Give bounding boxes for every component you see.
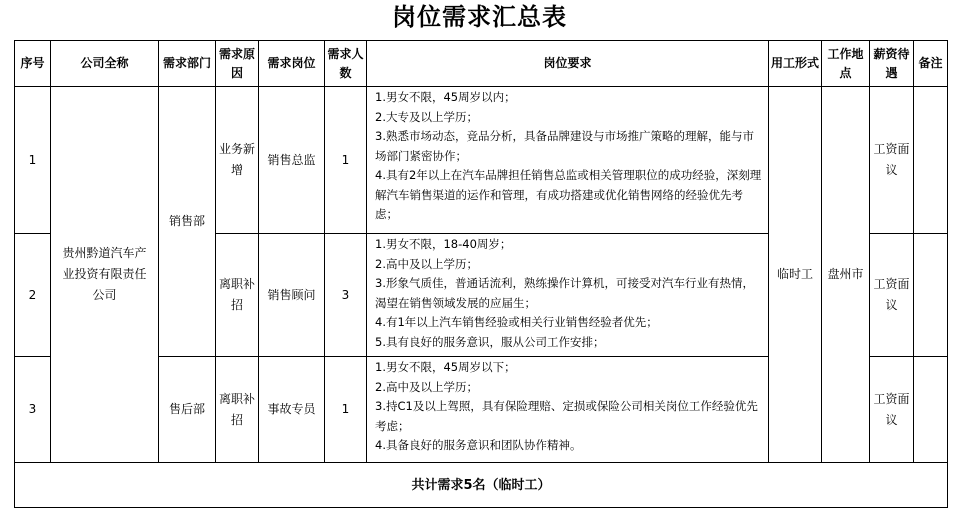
employment-type: 临时工 [769, 87, 822, 463]
requirement-line: 2.高中及以上学历； [375, 256, 478, 271]
requirement-line: 3.形象气质佳，普通话流利，熟练操作计算机，可接受对汽车行业有热情，渴望在销售领域发展的应届生； [375, 276, 754, 310]
row-no: 3 [15, 357, 51, 463]
requirement-line: 4.具有2年以上在汽车品牌担任销售总监或相关管理职位的成功经验，深刻理解汽车销售渠道的运作和管理，有成功搭建或优化销售网络的经验优先考虑； [375, 168, 762, 221]
header-reason: 需求原因 [216, 41, 259, 87]
row-salary: 工资面议 [870, 357, 914, 463]
job-requirements-table [14, 40, 948, 508]
header-position: 需求岗位 [259, 41, 325, 87]
row-no: 2 [15, 234, 51, 357]
header-no: 序号 [15, 41, 51, 87]
company-name: 贵州黔道汽车产业投资有限责任公司 [51, 87, 159, 463]
requirement-line: 3.持C1及以上驾照，具有保险理赔、定损或保险公司相关岗位工作经验优先考虑； [375, 399, 758, 433]
header-remark: 备注 [914, 41, 948, 87]
row-remark [914, 357, 948, 463]
row-salary: 工资面议 [870, 234, 914, 357]
row-salary: 工资面议 [870, 87, 914, 234]
total-summary: 共计需求5名（临时工） [15, 463, 948, 508]
requirement-line: 4.有1年以上汽车销售经验或相关行业销售经验者优先； [375, 315, 658, 329]
header-dept: 需求部门 [159, 41, 216, 87]
row-reason: 离职补招 [216, 234, 259, 357]
requirement-line: 4.具备良好的服务意识和团队协作精神。 [375, 438, 582, 452]
row-reason: 业务新增 [216, 87, 259, 234]
row-no: 1 [15, 87, 51, 234]
row-position: 销售顾问 [259, 234, 325, 357]
work-location: 盘州市 [822, 87, 870, 463]
row-requirements [367, 357, 769, 463]
table-row [15, 87, 948, 234]
total-row [15, 463, 948, 508]
header-count: 需求人数 [325, 41, 367, 87]
row-dept: 销售部 [159, 87, 216, 357]
row-requirements [367, 87, 769, 234]
requirement-line: 1.男女不限，45周岁以下； [375, 360, 516, 374]
header-requirements: 岗位要求 [367, 41, 769, 87]
requirement-line: 1.男女不限，45周岁以内； [375, 90, 516, 104]
row-count: 1 [325, 357, 367, 463]
row-position: 事故专员 [259, 357, 325, 463]
requirement-line: 5.具有良好的服务意识，服从公司工作安排； [375, 334, 605, 349]
row-remark [914, 234, 948, 357]
header-company: 公司全称 [51, 41, 159, 87]
row-dept: 售后部 [159, 357, 216, 463]
header-employment: 用工形式 [769, 41, 822, 87]
row-position: 销售总监 [259, 87, 325, 234]
row-count: 3 [325, 234, 367, 357]
requirement-line: 2.高中及以上学历； [375, 379, 478, 394]
row-count: 1 [325, 87, 367, 234]
page-title: 岗位需求汇总表 [392, 2, 567, 31]
requirement-line: 3.熟悉市场动态，竞品分析，具备品牌建设与市场推广策略的理解，能与市场部门紧密协作； [375, 129, 754, 163]
row-requirements [367, 234, 769, 357]
requirement-line: 2.大专及以上学历； [375, 109, 478, 124]
header-salary: 薪资待遇 [870, 41, 914, 87]
header-row [15, 41, 948, 87]
row-reason: 离职补招 [216, 357, 259, 463]
header-location: 工作地点 [822, 41, 870, 87]
requirement-line: 1.男女不限，18-40周岁； [375, 237, 512, 251]
row-remark [914, 87, 948, 234]
